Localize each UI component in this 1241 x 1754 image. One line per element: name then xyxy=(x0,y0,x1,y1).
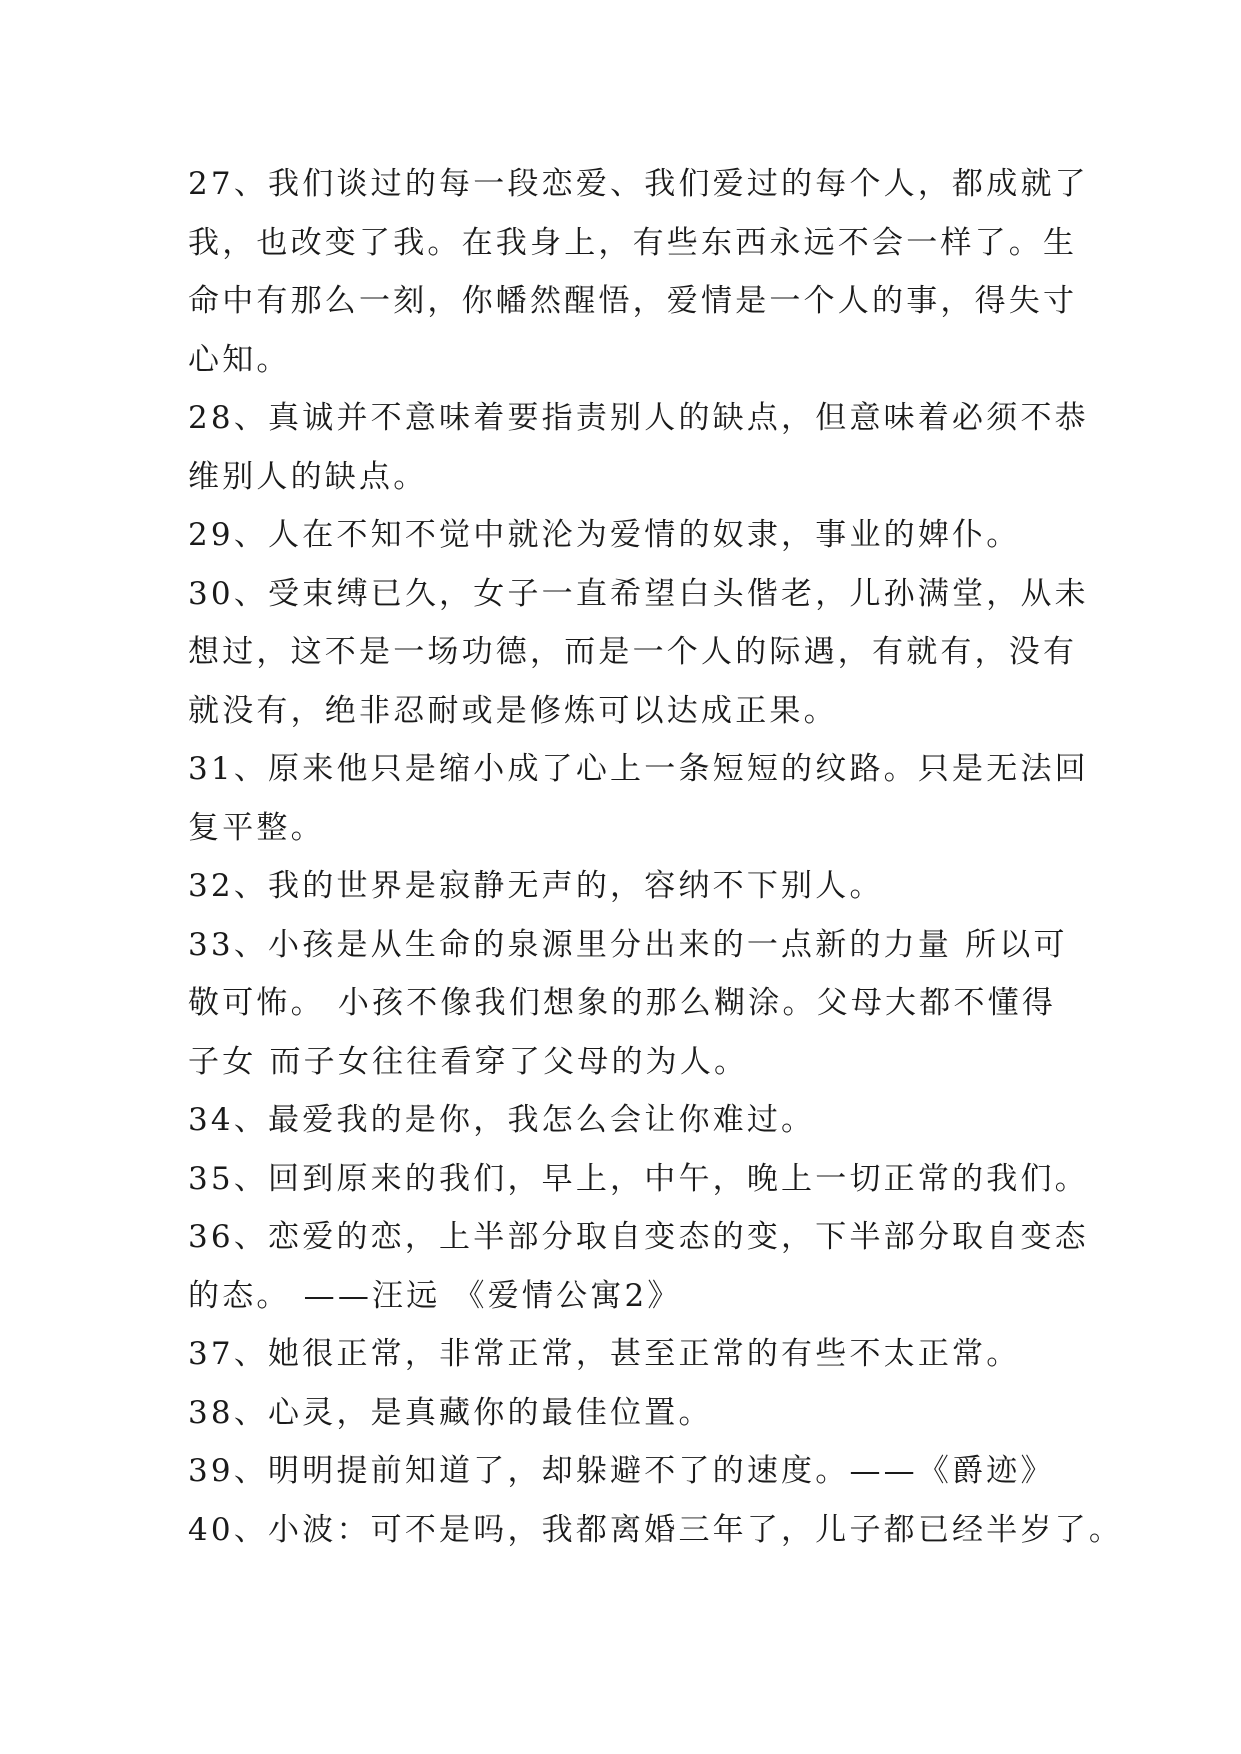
text-line: 39、明明提前知道了，却躲避不了的速度。——《爵迹》 xyxy=(188,1453,1055,1489)
text-line: 33、小孩是从生命的泉源里分出来的一点新的力量 所以可 xyxy=(188,926,1068,963)
text-line: 28、真诚并不意味着要指责别人的缺点，但意味着必须不恭 xyxy=(188,400,1089,436)
text-line: 就没有，绝非忍耐或是修炼可以达成正果。 xyxy=(188,692,838,729)
text-line: 36、恋爱的恋，上半部分取自变态的变，下半部分取自变态 xyxy=(188,1219,1089,1255)
text-line: 命中有那么一刻，你幡然醒悟，爱情是一个人的事，得失寸 xyxy=(188,283,1078,319)
text-line: 29、人在不知不觉中就沦为爱情的奴隶，事业的婢仆。 xyxy=(188,517,1021,553)
text-line: 想过，这不是一场功德，而是一个人的际遇，有就有，没有 xyxy=(188,634,1078,670)
document-body xyxy=(188,155,1124,1559)
text-line: 敬可怖。 小孩不像我们想象的那么糊涂。父母大都不懂得 xyxy=(188,985,1057,1021)
text-line: 32、我的世界是寂静无声的，容纳不下别人。 xyxy=(188,868,884,904)
text-line: 的态。 ——汪远 《爱情公寓2》 xyxy=(188,1277,682,1314)
text-line: 40、小波：可不是吗，我都离婚三年了，儿子都已经半岁了。 xyxy=(188,1511,1124,1548)
text-line: 心知。 xyxy=(188,341,291,378)
text-line: 维别人的缺点。 xyxy=(188,458,428,495)
text-line: 31、原来他只是缩小成了心上一条短短的纹路。只是无法回 xyxy=(188,751,1089,787)
text-line: 复平整。 xyxy=(188,809,325,846)
text-line: 37、她很正常，非常正常，甚至正常的有些不太正常。 xyxy=(188,1336,1021,1372)
text-line: 38、心灵，是真藏你的最佳位置。 xyxy=(188,1394,713,1431)
text-line: 27、我们谈过的每一段恋爱、我们爱过的每个人，都成就了 xyxy=(188,166,1089,202)
text-line: 30、受束缚已久，女子一直希望白头偕老，儿孙满堂，从未 xyxy=(188,575,1089,612)
text-line: 子女 而子女往往看穿了父母的为人。 xyxy=(188,1043,749,1080)
text-line: 35、回到原来的我们，早上，中午，晚上一切正常的我们。 xyxy=(188,1160,1089,1197)
text-line: 我，也改变了我。在我身上，有些东西永远不会一样了。生 xyxy=(188,224,1078,261)
text-line: 34、最爱我的是你，我怎么会让你难过。 xyxy=(188,1102,816,1138)
